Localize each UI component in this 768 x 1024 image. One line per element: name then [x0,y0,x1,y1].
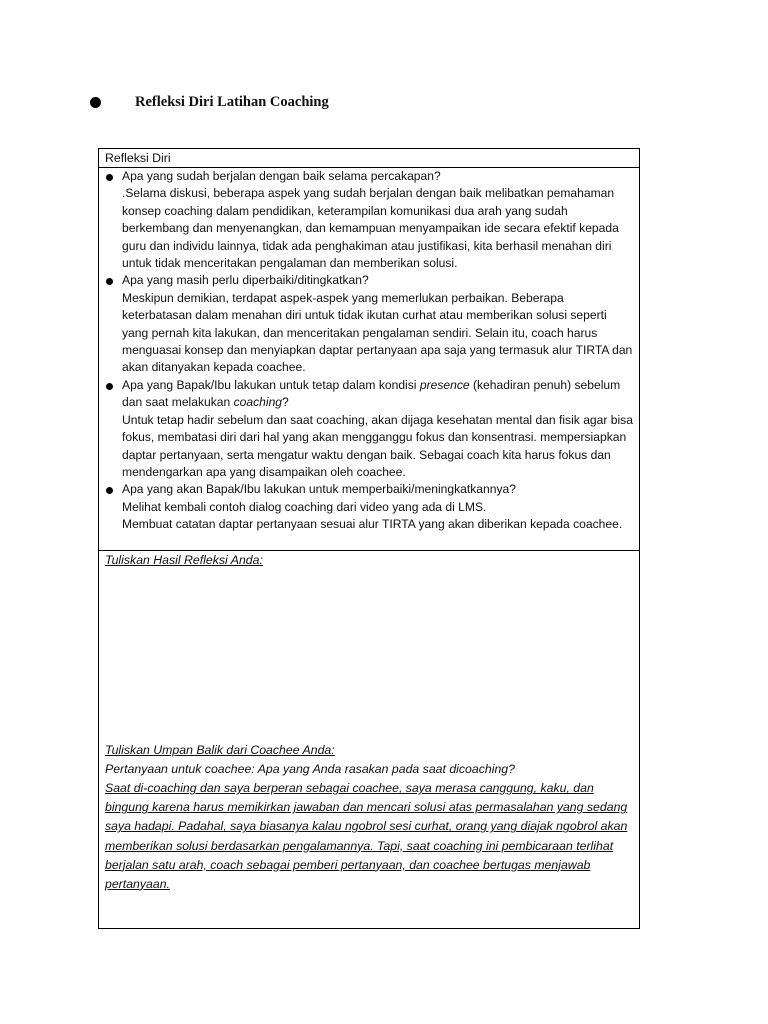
reflection-content-cell [99,168,639,551]
document-heading [88,92,688,114]
bullet-icon [106,487,113,494]
reflection-label: Tuliskan Hasil Refleksi Anda: [105,553,263,567]
answer-text: Meskipun demikian, terdapat aspek-aspek yang memerlukan perbaikan. Beberapa keterbatasan dalam menahan diri untuk tidak ikutan curhat atau memberikan solusi seperti yang pernah kita lakukan, dan menceritakan pengalaman sendiri. Selain itu, coach harus menguasai konsep dan menyiapkan daptar pertanyaan apa saja yang termasuk alur TIRTA dan akan ditanyakan kepada coachee. [122,290,633,375]
feedback-answer: Saat di-coaching dan saya berperan sebagai coachee, saya merasa canggung, kaku, dan bingung karena harus memikirkan jawaban dan mencari solusi atas permasalahan yang sedang saya hadapi. Padahal, saya biasanya kalau ngobrol sesi curhat, orang yang diajak ngobrol akan memberikan solusi berdasarkan pengalamannya. Tapi, saat coaching ini pembicaraan terlihat berjalan satu arah, coach sebagai pemberi pertanyaan, dan coachee bertugas menjawab pertanyaan. [105,781,628,891]
question-text-part: (kehadiran penuh) sebelum dan saat melakukan [122,377,621,410]
question-text-part: ? [282,395,289,410]
answer-text: Melihat kembali contoh dialog coaching dari video yang ada di LMS. [122,499,487,514]
bullet-icon [106,174,113,181]
feedback-label: Tuliskan Umpan Balik dari Coachee Anda: [105,743,335,758]
bullet-icon [106,383,113,390]
question-text: Apa yang masih perlu diperbaiki/ditingkatkan? [122,273,369,288]
feedback-question: Pertanyaan untuk coachee: Apa yang Anda rasakan pada saat dicoaching? [105,762,515,777]
bullet-icon [106,278,113,285]
table-header: Refleksi Diri [99,149,639,168]
question-item [105,481,635,498]
question-emphasis: presence [419,377,470,392]
question-item [105,168,635,185]
question-text: Apa yang sudah berjalan dengan baik selama percakapan? [122,169,441,183]
reflection-result-cell [99,551,639,928]
answer-text: Untuk tetap hadir sebelum dan saat coaching, akan dijaga kesehatan mental dan fisik agar bisa fokus, membatasi diri dari hal yang akan mengganggu fokus dan konsentrasi. mempersiapkan daptar pertanyaan, serta mengatur waktu dengan baik. Sebagai coach kita harus fokus dan mendengarkan apa yang disampaikan oleh coachee. [122,412,633,479]
reflection-table [98,148,640,929]
question-item [105,272,635,289]
question-text-part: Apa yang Bapak/Ibu lakukan untuk tetap dalam kondisi [122,377,420,392]
question-item [105,377,635,412]
question-text: Apa yang akan Bapak/Ibu lakukan untuk memperbaiki/meningkatkannya? [122,482,516,497]
question-emphasis: coaching [233,395,283,410]
bullet-icon [90,97,101,108]
blank-area [105,570,633,741]
answer-text: Membuat catatan daptar pertanyaan sesuai alur TIRTA yang akan diberikan kepada coachee. [122,517,623,532]
answer-text: .Selama diskusi, beberapa aspek yang sudah berjalan dengan baik melibatkan pemahaman konsep coaching dalam pendidikan, keterampilan komunikasi dua arah yang sudah berkembang dan menyenangkan, dan kemampuan menyampaikan ide secara efektif kepada guru dan individu lainnya, tidak ada penghakiman atau justifikasi, kita berhasil menahan diri untuk tidak menceritakan pengalaman dan memberikan solusi. [122,186,619,271]
heading-title: Refleksi Diri Latihan Coaching [135,94,329,110]
